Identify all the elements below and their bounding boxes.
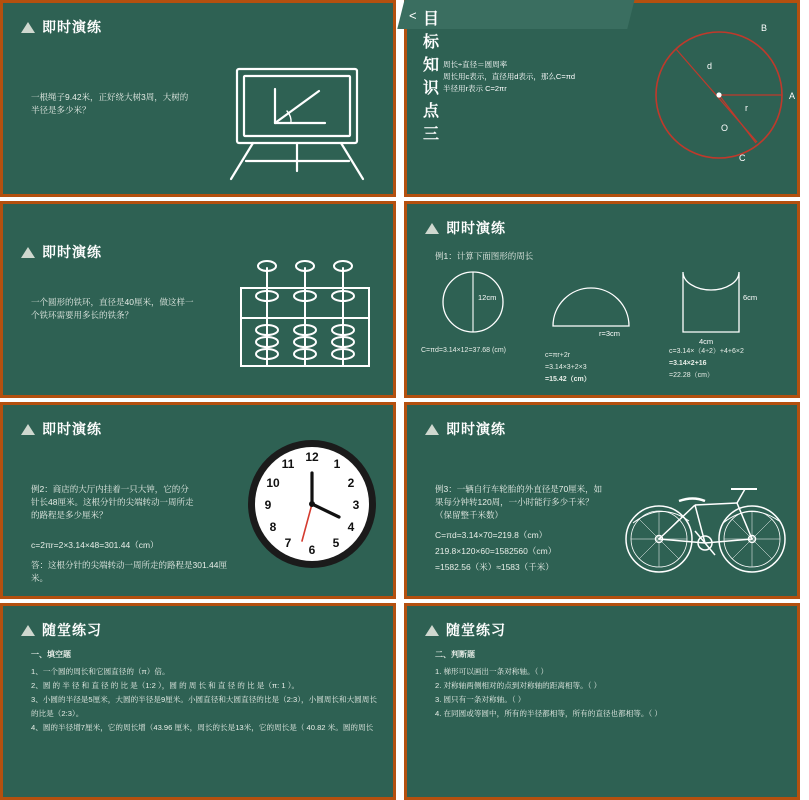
list-item: 3. 圆只有一条对称轴。（ ） [435,694,526,704]
svg-text:3: 3 [352,498,360,512]
easel-blackboard-icon [213,61,383,181]
svg-text:B: B [761,23,768,33]
svg-text:8: 8 [269,520,277,534]
slide-1-heading [21,17,379,37]
slide-3-title: 即时演练 [42,244,102,260]
svg-text:C: C [739,153,746,163]
svg-text:4: 4 [347,520,355,534]
slide-5 [0,402,396,599]
slide-4 [404,201,800,398]
list-item: 1、一个圆的周长和它圆直径的（π）倍。 [31,666,170,676]
slide-5-title: 即时演练 [42,421,102,437]
slide-3 [0,201,396,398]
semicircle-figure [541,278,651,338]
slide-2 [404,0,800,197]
chevron-left-icon: < [409,8,417,23]
slide-6-calc [435,527,625,575]
slide-8-title: 随堂练习 [446,622,506,638]
slide-7-title: 随堂练习 [42,622,102,638]
slide-1-title: 即时演练 [42,19,102,35]
slide-6-calc-3: =1582.56（米）≈1583（千米） [435,562,554,573]
slide-8-heading [425,620,783,640]
slide-7-list [31,648,381,735]
slide-4-heading [425,218,783,238]
svg-text:2: 2 [347,476,355,490]
semicircle-calc-2: =3.14×3+2×3 [545,363,587,371]
svg-text:6cm: 6cm [743,293,758,302]
rounded-top-rect-figure [669,260,769,346]
slide-6-title: 即时演练 [446,421,506,437]
slide-5-answer: 答：这根分针的尖端转动一周所走的路程是301.44厘米。 [31,560,228,584]
svg-text:11: 11 [281,457,295,471]
svg-text:12cm: 12cm [478,293,497,302]
svg-text:7: 7 [284,536,292,550]
svg-text:5: 5 [332,536,340,550]
triangle-bullet-icon [425,625,439,636]
formula-line-3: 半径用r表示 C=2πr [443,84,507,93]
rect-figure-calc [669,346,799,382]
svg-text:1: 1 [333,457,341,471]
slide-7 [0,603,396,800]
svg-text:r: r [745,103,748,113]
triangle-bullet-icon [21,424,35,435]
list-item: 4. 在同圆或等圆中，所有的半径都相等，所有的直径也都相等。（ ） [435,708,662,718]
triangle-bullet-icon [21,22,35,33]
slide-8-list [435,648,785,721]
svg-text:12: 12 [305,450,319,464]
triangle-bullet-icon [21,247,35,258]
slide-2-formulas [443,59,633,95]
formula-line-2: 周长用c表示，直径用d表示，那么C=πd [443,72,576,81]
svg-text:9: 9 [264,498,272,512]
rect-calc-1: c=3.14×（4÷2）+4+6×2 [669,348,744,355]
circle-figure [431,266,517,338]
slide-4-title: 即时演练 [446,220,506,236]
wall-clock-icon [245,437,380,572]
slide-2-title: 目标知识点三 [423,11,441,143]
slide-5-heading [21,419,379,439]
slide-1 [0,0,396,197]
svg-text:A: A [789,91,796,101]
slide-3-body: 一个圆形的铁环，直径是40厘米，做这样一个铁环需要用多长的铁条？ [31,297,194,321]
circle-diagram [639,15,809,180]
circle-figure-calc: C=πd=3.14×12=37.68 (cm) [421,347,506,354]
semicircle-figure-calc [545,350,655,386]
slide-4-prompt: 例1：计算下面图形的周长 [435,251,534,261]
bicycle-icon [619,461,794,581]
slide-6-calc-1: C=πd=3.14×70=219.8（cm） [435,530,548,540]
slide-7-subheading: 一、填空题 [31,650,71,659]
svg-text:d: d [707,61,713,71]
semicircle-calc-1: c=πr+2r [545,352,571,359]
slide-6 [404,402,800,599]
slide-8-subheading: 二、判断题 [435,650,475,659]
list-item: 4、圆的半径增7厘米，它的周长增（43.96 厘米，周长的长是13米，它的周长是（ 40.82 米。圆的周长 [31,722,374,732]
slide-6-body: 例3：一辆自行车轮胎的外直径是70厘米，如果每分钟转120周，一小时能行多少千米？（保留整千米数） [435,484,603,521]
rect-calc-3: =22.28（cm） [669,371,714,379]
triangle-bullet-icon [425,223,439,234]
slide-8 [404,603,800,800]
slide-7-heading [21,620,379,640]
svg-text:10: 10 [266,476,280,490]
slide-6-calc-2: 219.8×120×60=1582560（cm） [435,546,557,557]
list-item: 2. 对称轴两侧相对的点到对称轴的距离相等。（ ） [435,680,602,690]
svg-text:r=3cm: r=3cm [599,329,621,338]
abacus-icon [231,256,381,386]
triangle-bullet-icon [21,625,35,636]
list-item: 1. 梯形可以画出一条对称轴。（ ） [435,666,549,676]
semicircle-calc-3: =15.42（cm） [545,375,591,383]
svg-text:4cm: 4cm [699,337,714,346]
svg-text:6: 6 [308,543,316,557]
formula-line-1: 周长÷直径＝圆周率 [443,60,508,69]
list-item: 3、小圆的半径是5厘米，大圆的半径是9厘米。小圆直径和大圆直径的比是（2:3），小圆周长和大圆周长的比是（2:3）。 [31,694,377,718]
triangle-bullet-icon [425,424,439,435]
list-item: 2、圆 的 半 径 和 直 径 的 比 是（1:2 ），圆 的 周 长 和 直 径 的 比 是（π: 1 ）。 [31,680,300,690]
slide-5-calc: c=2πr=2×3.14×48=301.44（cm） [31,540,159,550]
rect-calc-2: =3.14×2+16 [669,359,707,367]
slide-6-heading [425,419,783,439]
svg-text:O: O [721,123,729,133]
slide-5-body: 例2：商店的大厅内挂着一只大钟，它的分针长48厘米。这根分针的尖端转动一周所走的路程是多少厘米？ [31,484,194,521]
slide-1-body: 一根绳子9.42米，正好绕大树3周，大树的半径是多少米？ [31,92,189,116]
